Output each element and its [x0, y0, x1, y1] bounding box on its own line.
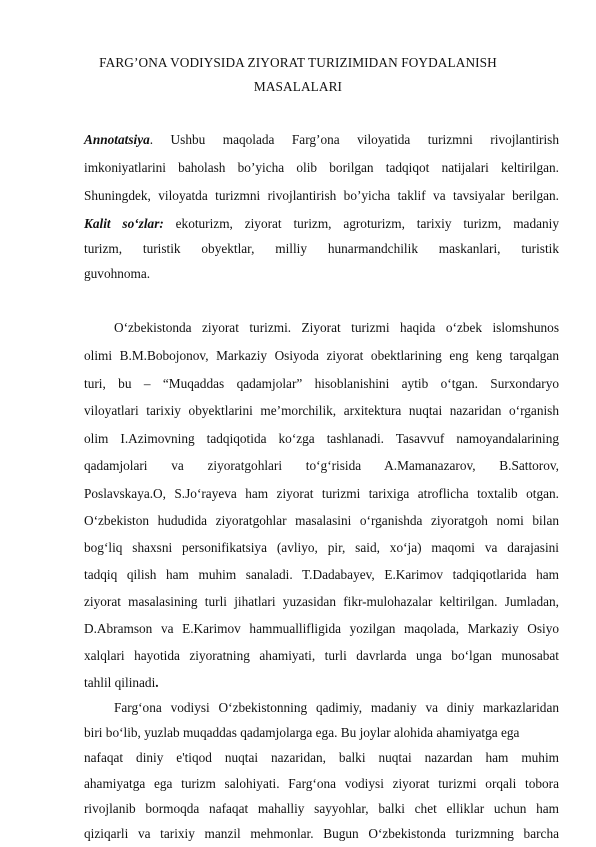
paragraph-line: biri bo‘lib, yuzlab muqaddas qadamjolarga ega. Bu joylar alohida ahamiyatga ega [84, 725, 520, 740]
paragraph-line: tahlil qilinadi. [84, 675, 159, 690]
paragraph-line: qadamjolari va ziyoratgohlari to‘g‘risida A.Mamanazarov, B.Sattorov, [84, 458, 559, 473]
paragraph-line: O‘zbekiston hududida ziyoratgohlar masalasini o‘rganishda ziyoratgoh nomi bilan [84, 513, 559, 528]
paragraph-line: olim I.Azimovning tadqiqotida ko‘zga tashlanadi. Tasavvuf namoyandalarining [84, 431, 559, 446]
keywords-line: Kalit so‘zlar: ekoturizm, ziyorat turizm, agroturizm, tarixiy turizm, madaniy [84, 216, 559, 231]
paragraph-line: olimi B.M.Bobojonov, Markaziy Osiyoda ziyorat obektlarining eng keng tarqalgan [84, 348, 559, 363]
keywords-line: guvohnoma. [84, 266, 151, 281]
paragraph-line: qiziqarli va tarixiy manzil mehmonlar. Bugun O‘zbekistonda turizmning barcha [84, 826, 559, 841]
paragraph-line: tadqiq qilish ham muhim sanaladi. T.Dadabayev, E.Karimov tadqiqotlarida ham [84, 567, 559, 582]
keywords-line: turizm, turistik obyektlar, milliy hunarmandchilik maskanlari, turistik [84, 241, 559, 256]
paragraph-line: turi, bu – “Muqaddas qadamjolar” hisoblanishini aytib o‘tgan. Surxondaryo [84, 376, 559, 391]
paragraph-line: ahamiyatga ega turizm salohiyati. Farg‘ona vodiysi ziyorat turizmi orqali tobora [84, 776, 559, 791]
paragraph-line: O‘zbekistonda ziyorat turizmi. Ziyorat turizmi haqida o‘zbek islomshunos [114, 320, 559, 335]
paragraph-line: ziyorat masalasining turli jihatlari yuzasidan fikr-mulohazalar keltirilgan. Jumladan, [84, 594, 559, 609]
paragraph-line: rivojlanib bormoqda nafaqat mahalliy sayyohlar, balki chet elliklar uchun ham [84, 801, 559, 816]
abstract-label: Annotatsiya [84, 132, 150, 147]
paragraph-line: Farg‘ona vodiysi O‘zbekistonning qadimiy, madaniy va diniy markazlaridan [114, 700, 559, 715]
abstract-line: imkoniyatlarini baholash bo’yicha olib borilgan tadqiqot natijalari keltirilgan. [84, 160, 559, 175]
article-title-line-1: FARG’ONA VODIYSIDA ZIYORAT TURIZIMIDAN FOYDALANISH [99, 55, 497, 70]
article-title-line-2: MASALALARI [253, 79, 343, 94]
abstract-line: Shuningdek, viloyatda turizmni rivojlantirish bo’yicha taklif va tavsiyalar berilgan. [84, 188, 559, 203]
paragraph-line: viloyatlari tarixiy obyektlarini me’morchilik, arxitektura nuqtai nazaridan o‘rganish [84, 403, 559, 418]
paragraph-line: bog‘liq shaxsni personifikatsiya (avliyo, pir, said, xo‘ja) maqomi va darajasini [84, 540, 559, 555]
paragraph-line: D.Abramson va E.Karimov hammuallifligida yozilgan maqolada, Markaziy Osiyo [84, 621, 559, 636]
paragraph-line: xalqlari hayotida ziyoratning ahamiyati, turli davrlarda unga bo‘lgan munosabat [84, 648, 559, 663]
paragraph-line: nafaqat diniy e'tiqod nuqtai nazaridan, balki nuqtai nazardan ham muhim [84, 750, 559, 765]
keywords-label: Kalit so‘zlar: [84, 216, 164, 231]
abstract-line: Annotatsiya. Ushbu maqolada Farg’ona viloyatida turizmni rivojlantirish [84, 132, 559, 147]
paragraph-line: Poslavskaya.O, S.Jo‘rayeva ham ziyorat turizmi tarixiga atroflicha toxtalib otgan. [84, 486, 559, 501]
